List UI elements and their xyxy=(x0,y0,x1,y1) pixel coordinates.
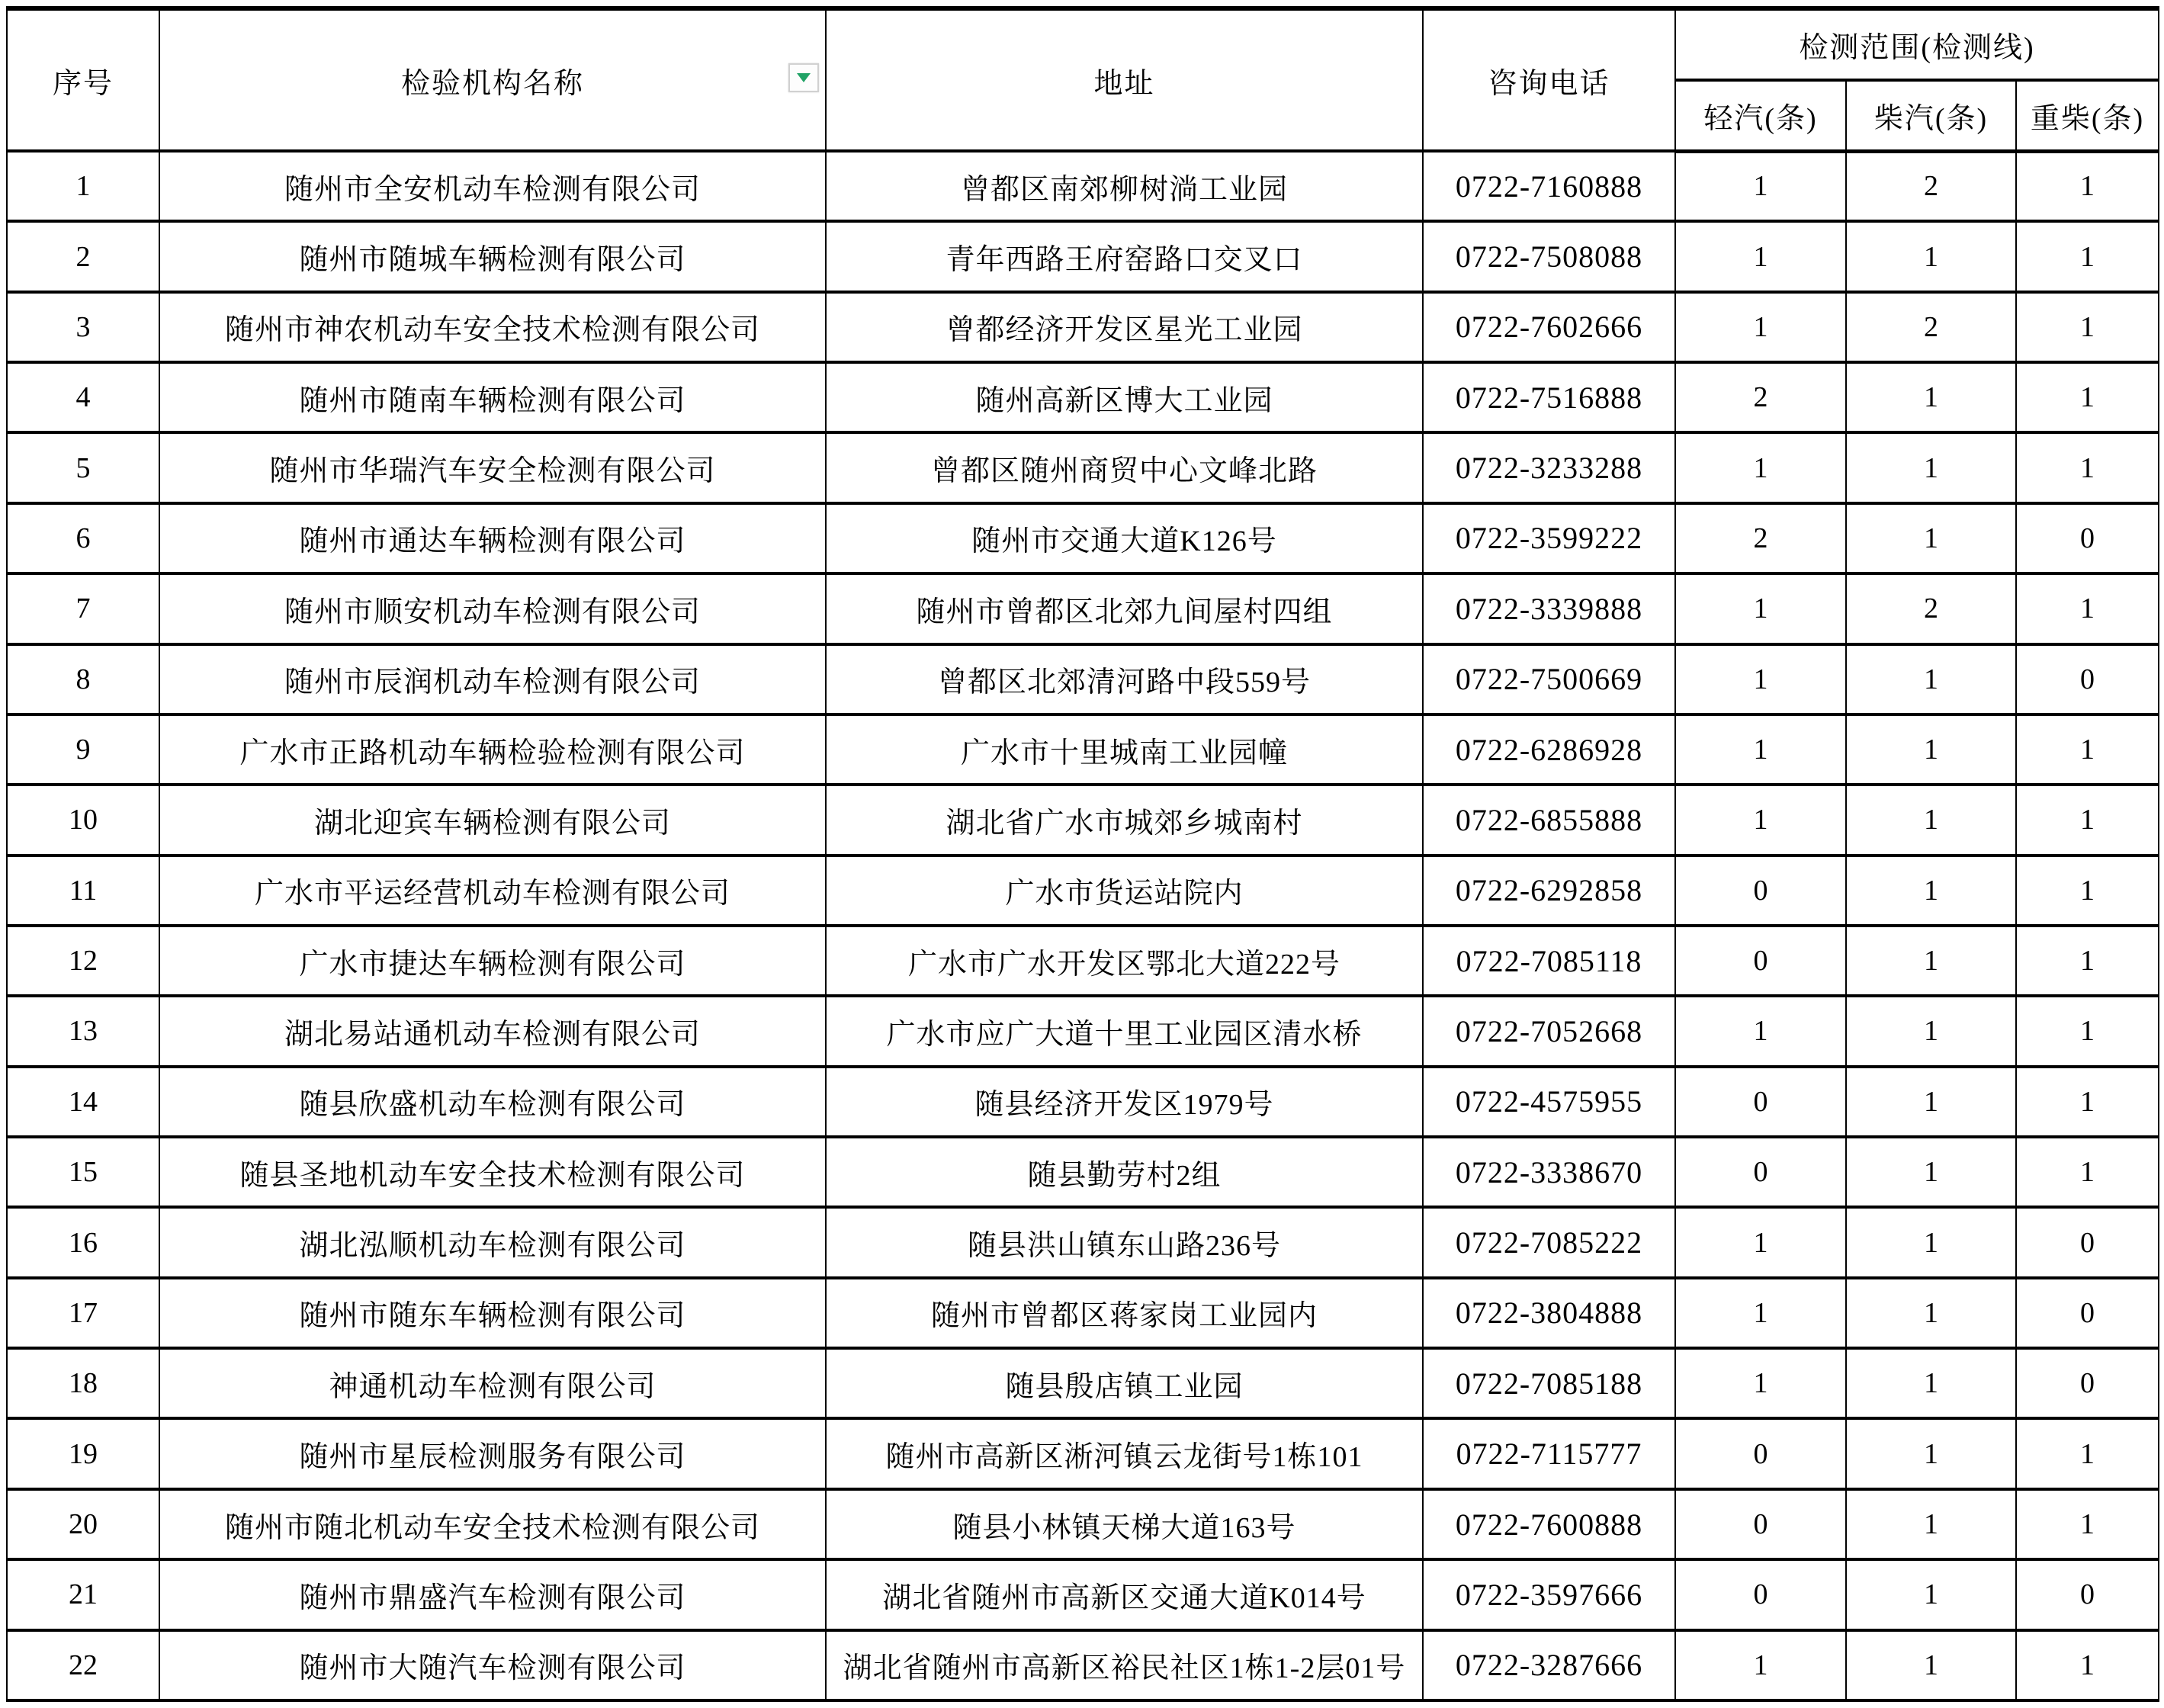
cell-address: 随州市曾都区北郊九间屋村四组 xyxy=(826,573,1423,644)
cell-index: 6 xyxy=(7,503,159,573)
cell-heavy-lines: 1 xyxy=(2016,432,2159,502)
cell-phone: 0722-6292858 xyxy=(1423,856,1675,926)
cell-phone: 0722-4575955 xyxy=(1423,1067,1675,1137)
cell-diesel-lines: 1 xyxy=(1846,503,2016,573)
cell-heavy-lines: 1 xyxy=(2016,856,2159,926)
cell-index: 12 xyxy=(7,926,159,996)
table-row xyxy=(7,221,2159,291)
column-header-address xyxy=(826,8,1423,151)
cell-heavy-lines: 1 xyxy=(2016,926,2159,996)
cell-diesel-lines: 2 xyxy=(1846,573,2016,644)
cell-phone: 0722-3287666 xyxy=(1423,1630,1675,1700)
table-row xyxy=(7,292,2159,362)
cell-diesel-lines: 1 xyxy=(1846,996,2016,1066)
cell-light-lines: 0 xyxy=(1675,1559,1846,1629)
cell-phone: 0722-7600888 xyxy=(1423,1489,1675,1559)
cell-index: 13 xyxy=(7,996,159,1066)
column-header-phone xyxy=(1423,8,1675,151)
cell-diesel-lines: 1 xyxy=(1846,1278,2016,1348)
cell-address: 广水市货运站院内 xyxy=(826,856,1423,926)
cell-address: 随县殷店镇工业园 xyxy=(826,1348,1423,1418)
cell-phone: 0722-3597666 xyxy=(1423,1559,1675,1629)
cell-address: 随县勤劳村2组 xyxy=(826,1137,1423,1207)
cell-index: 1 xyxy=(7,151,159,221)
column-header-name xyxy=(159,8,826,151)
cell-index: 16 xyxy=(7,1207,159,1277)
table-row xyxy=(7,362,2159,432)
cell-index: 3 xyxy=(7,292,159,362)
inspection-agencies-table-sheet xyxy=(6,6,2158,1702)
table-row xyxy=(7,1067,2159,1137)
cell-phone: 0722-7115777 xyxy=(1423,1418,1675,1488)
cell-agency-name: 湖北迎宾车辆检测有限公司 xyxy=(159,785,826,855)
cell-diesel-lines: 1 xyxy=(1846,432,2016,502)
cell-index: 4 xyxy=(7,362,159,432)
table-row xyxy=(7,503,2159,573)
cell-agency-name: 随州市随南车辆检测有限公司 xyxy=(159,362,826,432)
column-header-heavy xyxy=(2016,80,2159,151)
cell-index: 9 xyxy=(7,714,159,785)
cell-agency-name: 广水市正路机动车辆检验检测有限公司 xyxy=(159,714,826,785)
cell-index: 19 xyxy=(7,1418,159,1488)
cell-agency-name: 随州市随东车辆检测有限公司 xyxy=(159,1278,826,1348)
cell-phone: 0722-7085222 xyxy=(1423,1207,1675,1277)
column-header-light xyxy=(1675,80,1846,151)
cell-diesel-lines: 1 xyxy=(1846,856,2016,926)
cell-index: 8 xyxy=(7,644,159,714)
cell-index: 5 xyxy=(7,432,159,502)
filter-triangle-icon xyxy=(797,73,811,82)
table-row xyxy=(7,1559,2159,1629)
cell-heavy-lines: 1 xyxy=(2016,996,2159,1066)
inspection-agencies-table xyxy=(6,6,2159,1702)
cell-address: 随县经济开发区1979号 xyxy=(826,1067,1423,1137)
cell-index: 10 xyxy=(7,785,159,855)
column-header-index-label: 序号 xyxy=(52,67,114,100)
cell-phone: 0722-3338670 xyxy=(1423,1137,1675,1207)
table-row xyxy=(7,1630,2159,1700)
cell-index: 18 xyxy=(7,1348,159,1418)
cell-light-lines: 1 xyxy=(1675,1278,1846,1348)
cell-light-lines: 1 xyxy=(1675,151,1846,221)
cell-light-lines: 0 xyxy=(1675,856,1846,926)
cell-diesel-lines: 1 xyxy=(1846,221,2016,291)
cell-light-lines: 1 xyxy=(1675,292,1846,362)
cell-light-lines: 1 xyxy=(1675,1348,1846,1418)
cell-agency-name: 湖北泓顺机动车检测有限公司 xyxy=(159,1207,826,1277)
cell-light-lines: 1 xyxy=(1675,996,1846,1066)
cell-phone: 0722-7508088 xyxy=(1423,221,1675,291)
cell-light-lines: 0 xyxy=(1675,1418,1846,1488)
cell-agency-name: 随县圣地机动车安全技术检测有限公司 xyxy=(159,1137,826,1207)
cell-heavy-lines: 1 xyxy=(2016,1067,2159,1137)
table-row xyxy=(7,1348,2159,1418)
cell-diesel-lines: 1 xyxy=(1846,362,2016,432)
cell-phone: 0722-7085118 xyxy=(1423,926,1675,996)
cell-heavy-lines: 1 xyxy=(2016,292,2159,362)
cell-light-lines: 1 xyxy=(1675,714,1846,785)
cell-agency-name: 随州市神农机动车安全技术检测有限公司 xyxy=(159,292,826,362)
cell-agency-name: 随州市星辰检测服务有限公司 xyxy=(159,1418,826,1488)
cell-index: 15 xyxy=(7,1137,159,1207)
cell-index: 22 xyxy=(7,1630,159,1700)
cell-light-lines: 1 xyxy=(1675,785,1846,855)
cell-heavy-lines: 0 xyxy=(2016,1278,2159,1348)
cell-diesel-lines: 1 xyxy=(1846,1137,2016,1207)
cell-agency-name: 神通机动车检测有限公司 xyxy=(159,1348,826,1418)
table-row xyxy=(7,1278,2159,1348)
cell-address: 湖北省广水市城郊乡城南村 xyxy=(826,785,1423,855)
cell-index: 11 xyxy=(7,856,159,926)
cell-heavy-lines: 0 xyxy=(2016,1207,2159,1277)
column-header-heavy-label: 重柴(条) xyxy=(2030,102,2145,135)
cell-heavy-lines: 1 xyxy=(2016,573,2159,644)
cell-agency-name: 随州市鼎盛汽车检测有限公司 xyxy=(159,1559,826,1629)
cell-address: 随县小林镇天梯大道163号 xyxy=(826,1489,1423,1559)
column-header-name-label: 检验机构名称 xyxy=(400,67,584,100)
cell-phone: 0722-7500669 xyxy=(1423,644,1675,714)
cell-index: 20 xyxy=(7,1489,159,1559)
autofilter-dropdown-button[interactable] xyxy=(788,63,819,92)
cell-agency-name: 随州市通达车辆检测有限公司 xyxy=(159,503,826,573)
cell-agency-name: 随州市华瑞汽车安全检测有限公司 xyxy=(159,432,826,502)
cell-agency-name: 广水市平运经营机动车检测有限公司 xyxy=(159,856,826,926)
cell-address: 湖北省随州市高新区裕民社区1栋1-2层01号 xyxy=(826,1630,1423,1700)
cell-agency-name: 广水市捷达车辆检测有限公司 xyxy=(159,926,826,996)
cell-phone: 0722-7602666 xyxy=(1423,292,1675,362)
cell-heavy-lines: 1 xyxy=(2016,1630,2159,1700)
cell-address: 随州市高新区淅河镇云龙街号1栋101 xyxy=(826,1418,1423,1488)
cell-agency-name: 随州市辰润机动车检测有限公司 xyxy=(159,644,826,714)
cell-heavy-lines: 1 xyxy=(2016,1489,2159,1559)
table-row xyxy=(7,1418,2159,1488)
cell-agency-name: 随县欣盛机动车检测有限公司 xyxy=(159,1067,826,1137)
cell-diesel-lines: 1 xyxy=(1846,1559,2016,1629)
cell-phone: 0722-7160888 xyxy=(1423,151,1675,221)
cell-phone: 0722-6286928 xyxy=(1423,714,1675,785)
cell-address: 随州市交通大道K126号 xyxy=(826,503,1423,573)
cell-diesel-lines: 1 xyxy=(1846,1348,2016,1418)
table-row xyxy=(7,644,2159,714)
column-header-index xyxy=(7,8,159,151)
cell-light-lines: 0 xyxy=(1675,1489,1846,1559)
cell-index: 14 xyxy=(7,1067,159,1137)
cell-address: 青年西路王府窑路口交叉口 xyxy=(826,221,1423,291)
cell-diesel-lines: 1 xyxy=(1846,785,2016,855)
cell-address: 随县洪山镇东山路236号 xyxy=(826,1207,1423,1277)
cell-phone: 0722-7516888 xyxy=(1423,362,1675,432)
cell-light-lines: 1 xyxy=(1675,432,1846,502)
column-header-light-label: 轻汽(条) xyxy=(1703,102,1818,135)
cell-heavy-lines: 0 xyxy=(2016,644,2159,714)
cell-light-lines: 0 xyxy=(1675,1137,1846,1207)
cell-diesel-lines: 1 xyxy=(1846,1067,2016,1137)
cell-diesel-lines: 1 xyxy=(1846,1630,2016,1700)
table-row xyxy=(7,573,2159,644)
column-header-diesel-label: 柴汽(条) xyxy=(1873,102,1989,135)
cell-agency-name: 随州市大随汽车检测有限公司 xyxy=(159,1630,826,1700)
cell-index: 17 xyxy=(7,1278,159,1348)
cell-diesel-lines: 1 xyxy=(1846,644,2016,714)
cell-light-lines: 2 xyxy=(1675,362,1846,432)
cell-light-lines: 1 xyxy=(1675,1207,1846,1277)
cell-index: 2 xyxy=(7,221,159,291)
cell-agency-name: 随州市随北机动车安全技术检测有限公司 xyxy=(159,1489,826,1559)
cell-address: 湖北省随州市高新区交通大道K014号 xyxy=(826,1559,1423,1629)
cell-agency-name: 湖北易站通机动车检测有限公司 xyxy=(159,996,826,1066)
cell-phone: 0722-6855888 xyxy=(1423,785,1675,855)
table-row xyxy=(7,151,2159,221)
column-header-diesel xyxy=(1846,80,2016,151)
cell-address: 广水市十里城南工业园幢 xyxy=(826,714,1423,785)
cell-address: 随州市曾都区蒋家岗工业园内 xyxy=(826,1278,1423,1348)
cell-address: 曾都经济开发区星光工业园 xyxy=(826,292,1423,362)
table-row xyxy=(7,1489,2159,1559)
cell-heavy-lines: 0 xyxy=(2016,503,2159,573)
cell-light-lines: 0 xyxy=(1675,926,1846,996)
cell-phone: 0722-3804888 xyxy=(1423,1278,1675,1348)
cell-diesel-lines: 2 xyxy=(1846,292,2016,362)
cell-address: 曾都区北郊清河路中段559号 xyxy=(826,644,1423,714)
cell-light-lines: 1 xyxy=(1675,1630,1846,1700)
cell-light-lines: 0 xyxy=(1675,1067,1846,1137)
cell-heavy-lines: 1 xyxy=(2016,362,2159,432)
cell-agency-name: 随州市随城车辆检测有限公司 xyxy=(159,221,826,291)
cell-phone: 0722-7085188 xyxy=(1423,1348,1675,1418)
table-row xyxy=(7,1137,2159,1207)
cell-diesel-lines: 1 xyxy=(1846,714,2016,785)
cell-agency-name: 随州市全安机动车检测有限公司 xyxy=(159,151,826,221)
column-header-range-group xyxy=(1675,8,2159,80)
table-row xyxy=(7,1207,2159,1277)
cell-diesel-lines: 1 xyxy=(1846,1207,2016,1277)
table-row xyxy=(7,714,2159,785)
cell-phone: 0722-3233288 xyxy=(1423,432,1675,502)
table-row xyxy=(7,432,2159,502)
cell-phone: 0722-3339888 xyxy=(1423,573,1675,644)
column-header-range-group-label: 检测范围(检测线) xyxy=(1799,32,2035,64)
table-row xyxy=(7,926,2159,996)
cell-phone: 0722-3599222 xyxy=(1423,503,1675,573)
cell-index: 21 xyxy=(7,1559,159,1629)
cell-address: 曾都区随州商贸中心文峰北路 xyxy=(826,432,1423,502)
cell-diesel-lines: 1 xyxy=(1846,1418,2016,1488)
cell-heavy-lines: 1 xyxy=(2016,151,2159,221)
cell-diesel-lines: 1 xyxy=(1846,926,2016,996)
cell-heavy-lines: 1 xyxy=(2016,221,2159,291)
cell-address: 随州高新区博大工业园 xyxy=(826,362,1423,432)
cell-heavy-lines: 1 xyxy=(2016,1137,2159,1207)
cell-phone: 0722-7052668 xyxy=(1423,996,1675,1066)
cell-heavy-lines: 1 xyxy=(2016,714,2159,785)
table-row xyxy=(7,996,2159,1066)
cell-heavy-lines: 1 xyxy=(2016,785,2159,855)
cell-light-lines: 1 xyxy=(1675,573,1846,644)
table-row xyxy=(7,856,2159,926)
cell-address: 曾都区南郊柳树淌工业园 xyxy=(826,151,1423,221)
cell-address: 广水市广水开发区鄂北大道222号 xyxy=(826,926,1423,996)
cell-heavy-lines: 0 xyxy=(2016,1348,2159,1418)
table-row xyxy=(7,785,2159,855)
column-header-phone-label: 咨询电话 xyxy=(1488,67,1610,100)
column-header-address-label: 地址 xyxy=(1093,67,1155,100)
cell-address: 广水市应广大道十里工业园区清水桥 xyxy=(826,996,1423,1066)
cell-heavy-lines: 1 xyxy=(2016,1418,2159,1488)
cell-light-lines: 1 xyxy=(1675,644,1846,714)
cell-heavy-lines: 0 xyxy=(2016,1559,2159,1629)
cell-light-lines: 1 xyxy=(1675,221,1846,291)
cell-light-lines: 2 xyxy=(1675,503,1846,573)
cell-index: 7 xyxy=(7,573,159,644)
cell-diesel-lines: 1 xyxy=(1846,1489,2016,1559)
cell-diesel-lines: 2 xyxy=(1846,151,2016,221)
cell-agency-name: 随州市顺安机动车检测有限公司 xyxy=(159,573,826,644)
